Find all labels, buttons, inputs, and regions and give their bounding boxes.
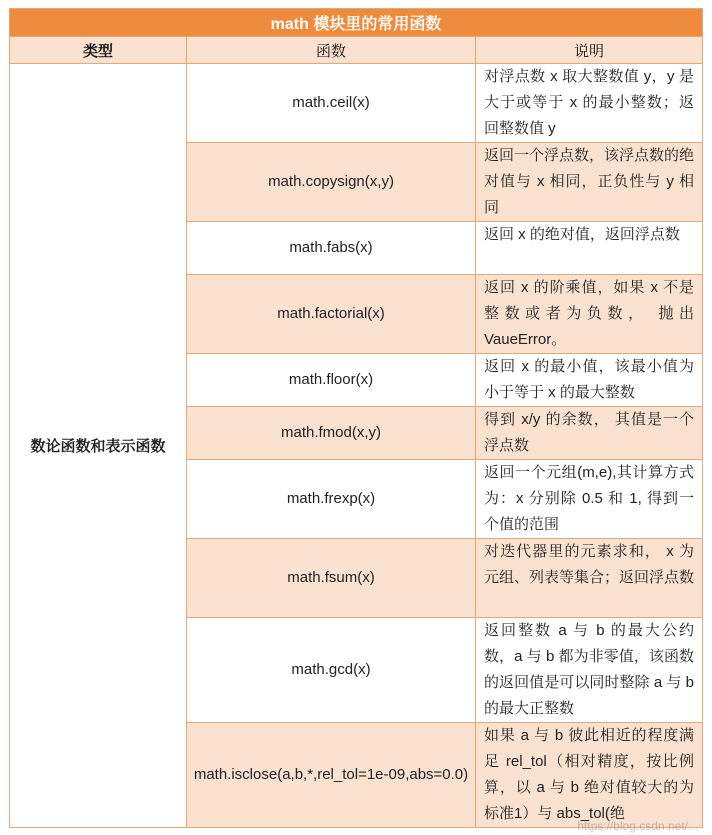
table-title: math 模块里的常用函数	[10, 9, 703, 37]
function-description: 返回整数 a 与 b 的最大公约数，a 与 b 都为非零值，该函数的返回值是可以同时整除 a 与 b 的最大正整数	[476, 618, 703, 723]
function-description: 返回 x 的阶乘值，如果 x 不是整数或者为负数， 抛出 VaueError。	[476, 275, 703, 354]
function-description: 对浮点数 x 取大整数值 y，y 是大于或等于 x 的最小整数；返回整数值 y	[476, 64, 703, 143]
header-type: 类型	[10, 37, 187, 64]
math-functions-table	[9, 8, 703, 828]
watermark: https://blog.csdn.net/...	[577, 819, 698, 833]
function-description: 得到 x/y 的余数， 其值是一个浮点数	[476, 407, 703, 460]
function-description-cell	[476, 723, 703, 828]
function-name: math.fabs(x)	[187, 222, 476, 275]
category-cell: 数论函数和表示函数	[10, 64, 187, 828]
function-description: 返回一个元组(m,e),其计算方式为：x 分别除 0.5 和 1, 得到一个值的范围	[476, 460, 703, 539]
function-description: 对迭代器里的元素求和， x 为元组、列表等集合；返回浮点数	[476, 539, 703, 618]
function-description: 返回 x 的绝对值，返回浮点数	[476, 222, 703, 275]
function-name: math.frexp(x)	[187, 460, 476, 539]
header-function: 函数	[187, 37, 476, 64]
function-name: math.fsum(x)	[187, 539, 476, 618]
function-description: 返回 x 的最小值，该最小值为小于等于 x 的最大整数	[476, 354, 703, 407]
header-description: 说明	[476, 37, 703, 64]
function-name: math.ceil(x)	[187, 64, 476, 143]
function-name: math.factorial(x)	[187, 275, 476, 354]
function-name: math.copysign(x,y)	[187, 143, 476, 222]
function-name: math.fmod(x,y)	[187, 407, 476, 460]
function-name: math.isclose(a,b,*,rel_tol=1e-09,abs=0.0)	[187, 723, 476, 828]
function-description: 返回一个浮点数，该浮点数的绝对值与 x 相同，正负性与 y 相同	[476, 143, 703, 222]
function-name: math.floor(x)	[187, 354, 476, 407]
function-description: 如果 a 与 b 彼此相近的程度满足 rel_tol（相对精度，按比例算，以 a 与 b 绝对值较大的为标准1）与 abs_tol(绝	[484, 727, 695, 822]
function-name: math.gcd(x)	[187, 618, 476, 723]
